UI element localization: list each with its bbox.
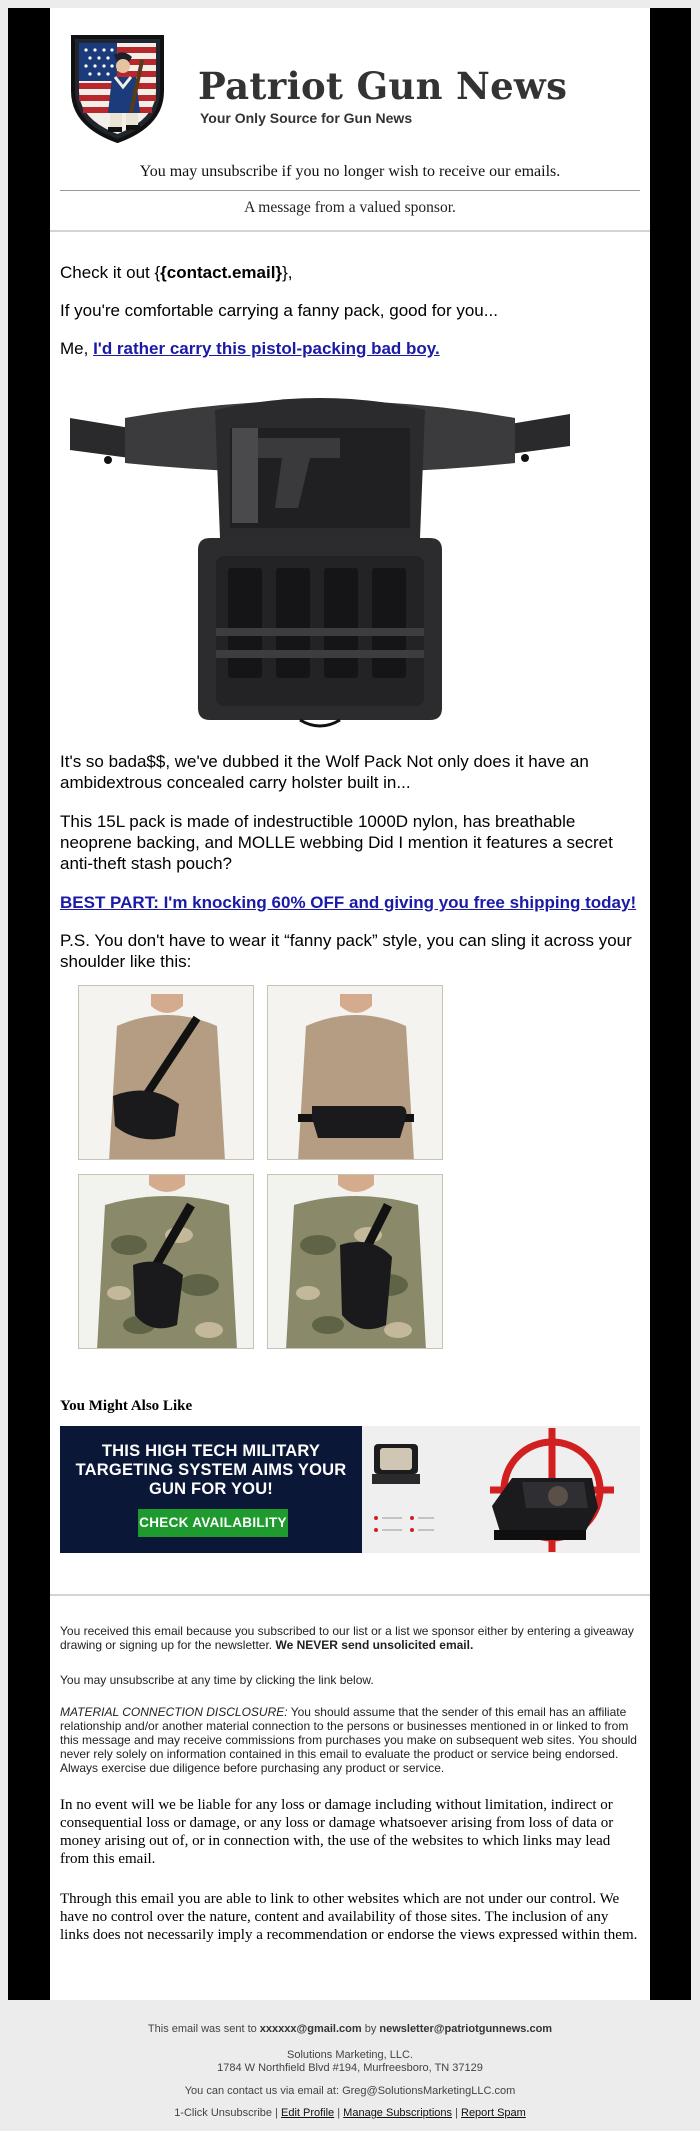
sling-photo-tan-crossbody[interactable]: [78, 985, 254, 1160]
footer-separator: |: [452, 2107, 461, 2119]
pistol-pack-link[interactable]: I'd rather carry this pistol-packing bad boy.: [93, 339, 440, 358]
sent-prefix: This email was sent to: [147, 2023, 260, 2035]
recipient-email: xxxxxx@gmail.com: [259, 2023, 362, 2035]
liability-disclaimer: In no event will we be liable for any loss or damage including without limitation, indirect or consequential loss or damage, or any loss or damage whatsoever arising from loss of data or money arising out of, or in connection with, the use of the websites to which links may lead from this email.: [60, 1797, 614, 1867]
unsubscribe-any-time: You may unsubscribe at any time by clicking the link below.: [60, 1673, 374, 1687]
sling-photo-tan-waist[interactable]: [267, 985, 443, 1160]
wearing-styles-gallery: [78, 985, 448, 1360]
subscription-reason: [60, 1624, 640, 1652]
no-unsolicited-email-note: We NEVER send unsolicited email.: [275, 1638, 474, 1652]
brand-header: [70, 23, 630, 143]
subscription-reason-text: You received this email because you subscribed to our list or a list we sponsor either by entering a giveaway drawing or signing up for the newsletter.: [60, 1624, 634, 1652]
company-address: 1784 W Northfield Blvd #194, Murfreesboro, TN 37129: [217, 2062, 483, 2074]
brand-title: Patriot Gun News: [198, 64, 568, 108]
wolf-pack-paragraph: It's so bada$$, we've dubbed it the Wolf Pack Not only does it have an ambidextrous concealed carry holster built in...: [60, 752, 589, 792]
material-connection-text: You should assume that the sender of this email has an affiliate relationship and/or another material connection to the persons or businesses mentioned in or linked to from this message and may receive commissions from purchases you make on subsequent web sites. You should never rely solely on information contained in this email to evaluate the product or service being endorsed. Always exercise due diligence before purchasing any product or service.: [60, 1705, 637, 1775]
tan-shirt-crossbody-image: [79, 986, 254, 1160]
brand-subtitle: Your Only Source for Gun News: [200, 110, 413, 126]
material-connection-label: MATERIAL CONNECTION DISCLOSURE:: [60, 1705, 288, 1719]
footer-separator: |: [272, 2107, 281, 2119]
best-part-link[interactable]: BEST PART: I'm knocking 60% OFF and giving you free shipping today!: [60, 893, 637, 912]
sling-photo-camo-side[interactable]: [267, 1174, 443, 1349]
wolf-pack-product-image[interactable]: [70, 388, 570, 728]
divider: [50, 1594, 650, 1596]
check-availability-button[interactable]: CHECK AVAILABILITY: [138, 1509, 288, 1537]
edit-profile-link[interactable]: Edit Profile: [280, 2107, 335, 2119]
ps-paragraph: P.S. You don't have to wear it “fanny pack” style, you can sling it across your shoulder like this:: [60, 931, 632, 971]
contact-email-variable: {contact.email}: [160, 263, 283, 282]
footer-links: [0, 2107, 700, 2120]
footer-separator: |: [334, 2107, 344, 2119]
sent-to-line: [0, 2023, 700, 2036]
best-part-line: [60, 892, 640, 913]
unsubscribe-note: You may unsubscribe if you no longer wish to receive our emails.: [139, 163, 561, 180]
banner-image-panel: [362, 1426, 640, 1553]
divider: [60, 190, 640, 191]
intro-line: If you're comfortable carrying a fanny pack, good for you...: [60, 301, 498, 320]
report-spam-link[interactable]: Report Spam: [461, 2107, 526, 2119]
one-click-unsubscribe-link[interactable]: 1-Click Unsubscribe: [174, 2107, 272, 2119]
pistol-pack-line: [60, 338, 640, 359]
banner-text-panel: [60, 1426, 362, 1553]
divider: [50, 230, 650, 232]
sling-photo-camo-front[interactable]: [78, 1174, 254, 1349]
manage-subscriptions-link[interactable]: Manage Subscriptions: [343, 2107, 453, 2119]
company-name: Solutions Marketing, LLC.: [287, 2049, 413, 2061]
material-connection-disclosure: [60, 1705, 640, 1775]
greeting-line: [60, 262, 640, 283]
camo-shirt-front-image: [79, 1175, 254, 1349]
camo-shirt-side-image: [268, 1175, 443, 1349]
patriot-shield-logo: [70, 33, 165, 143]
banner-headline: THIS HIGH TECH MILITARY TARGETING SYSTEM AIMS YOUR GUN FOR YOU!: [75, 1442, 347, 1498]
you-might-also-like-heading: You Might Also Like: [60, 1398, 193, 1414]
red-dot-sight-icon: [362, 1426, 640, 1553]
sender-email: newsletter@patriotgunnews.com: [379, 2023, 553, 2035]
email-body: [50, 8, 650, 2000]
contact-line: You can contact us via email at: Greg@SolutionsMarketingLLC.com: [184, 2085, 516, 2097]
sent-by-word: by: [361, 2023, 380, 2035]
pistol-pack-prefix: Me,: [60, 339, 94, 358]
greeting-prefix: Check it out {: [60, 263, 161, 282]
targeting-system-ad-banner[interactable]: [60, 1426, 640, 1553]
nylon-paragraph: This 15L pack is made of indestructible 1000D nylon, has breathable neoprene backing, and MOLLE webbing Did I mention it features a secret anti-theft stash pouch?: [60, 812, 613, 873]
greeting-suffix: },: [282, 263, 293, 282]
sponsor-note: A message from a valued sponsor.: [244, 199, 456, 216]
external-links-disclaimer: Through this email you are able to link to other websites which are not under our control. We have no control over the nature, content and availability of those sites. The inclusion of any links does not necessarily imply a recommendation or endorse the views expressed within them.: [60, 1891, 638, 1943]
tan-shirt-waist-image: [268, 986, 443, 1160]
